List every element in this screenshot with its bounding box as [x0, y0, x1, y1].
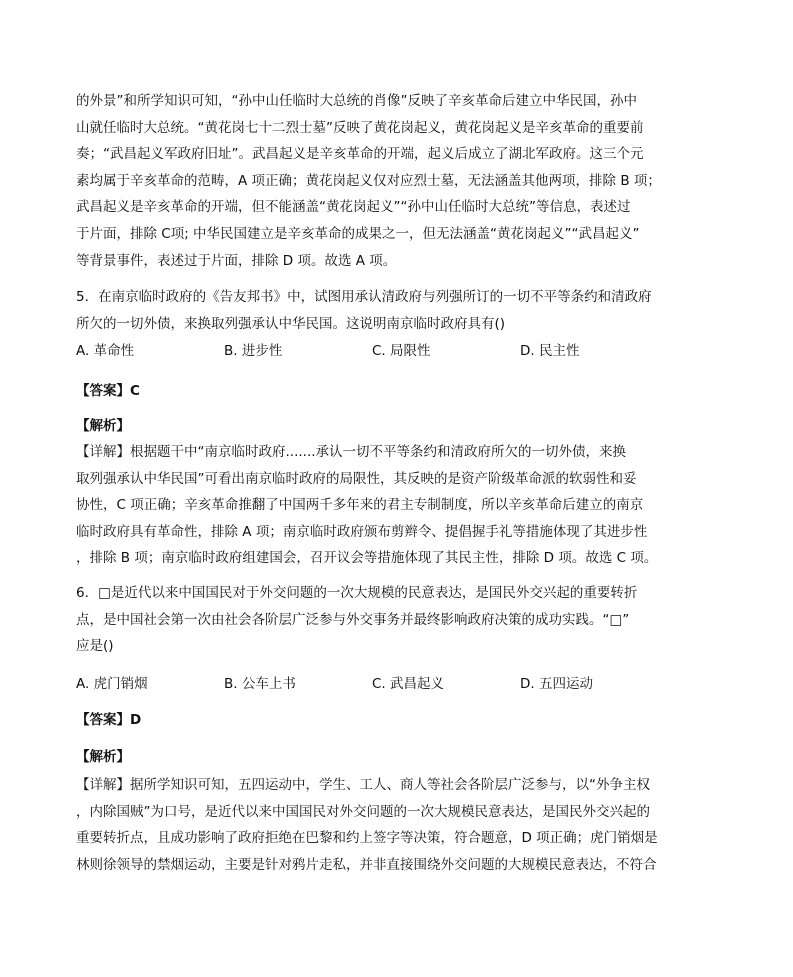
text-line: 武昌起义是辛亥革命的开端，但不能涵盖“黄花岗起义”“孙中山任临时大总统”等信息，表述过	[76, 199, 631, 216]
text-line: 所欠的一切外债，来换取列强承认中华民国。这说明南京临时政府具有()	[76, 315, 506, 332]
text-line: 取列强承认中华民国”可看出南京临时政府的局限性，其反映的是资产阶级革命派的软弱性和妥	[76, 470, 637, 487]
option-a: A. 虎门销烟	[76, 676, 148, 692]
text-line: 【详解】据所学知识可知，五四运动中，学生、工人、商人等社会各阶层广泛参与，以“外争主权	[76, 777, 650, 793]
text-line: 应是()	[76, 638, 114, 655]
answer-label: 【答案】D	[76, 712, 142, 728]
text-line: ，内除国贼”为口号，是近代以来中国国民对外交问题的一次大规模民意表达，是国民外交兴起的	[76, 803, 650, 820]
analysis-continuation	[76, 88, 726, 274]
text-line: 6．□是近代以来中国国民对于外交问题的一次大规模的民意表达，是国民外交兴起的重要转折	[76, 585, 638, 601]
text-line: ，排除 B 项；南京临时政府组建国会，召开议会等措施体现了其民主性，排除 D 项。故选 C 项。	[76, 550, 658, 567]
analysis-label: 【解析】	[76, 418, 130, 434]
option-b: B. 进步性	[224, 343, 283, 359]
text-line: 山就任临时大总统。“黄花岗七十二烈士墓”反映了黄花岗起义，黄花岗起义是辛亥革命的重要前	[76, 119, 644, 136]
option-d: D. 五四运动	[520, 676, 593, 692]
question-5-options	[76, 338, 726, 364]
text-line: 协性，C 项正确；辛亥革命推翻了中国两千多年来的君主专制制度，所以辛亥革命后建立的南京	[76, 497, 644, 514]
question-6-stem	[76, 580, 726, 660]
answer-label: 【答案】C	[76, 383, 140, 399]
text-line: 奏；“武昌起义军政府旧址”。武昌起义是辛亥革命的开端，起义后成立了湖北军政府。这三个元	[76, 146, 644, 163]
text-line: 于片面，排除 C项; 中华民国建立是辛亥革命的成果之一，但无法涵盖“黄花岗起义”“武昌起义”	[76, 225, 640, 242]
option-c: C. 武昌起义	[372, 676, 445, 692]
question-6-options	[76, 671, 726, 697]
text-line: 素均属于辛亥革命的范畴，A 项正确；黄花岗起义仅对应烈士墓，无法涵盖其他两项，排除 B 项；	[76, 172, 661, 189]
text-line: 重要转折点，且成功影响了政府拒绝在巴黎和约上签字等决策，符合题意，D 项正确；虎门销烟是	[76, 830, 658, 847]
option-c: C. 局限性	[372, 343, 431, 359]
text-line: 临时政府具有革命性，排除 A 项；南京临时政府颁布剪辫令、提倡握手礼等措施体现了其进步性	[76, 523, 648, 540]
analysis-label: 【解析】	[76, 749, 130, 765]
text-line: 5．在南京临时政府的《告友邦书》中，试图用承认清政府与列强所订的一切不平等条约和清政府	[76, 289, 652, 305]
option-d: D. 民主性	[520, 343, 580, 359]
text-line: 等背景事件，表述过于片面，排除 D 项。故选 A 项。	[76, 252, 397, 269]
text-line: 林则徐领导的禁烟运动，主要是针对鸦片走私，并非直接围绕外交问题的大规模民意表达，不符合	[76, 856, 657, 873]
question-5-stem	[76, 284, 726, 337]
question-5-detail	[76, 439, 726, 572]
question-6-detail	[76, 772, 726, 878]
option-b: B. 公车上书	[224, 676, 296, 692]
text-line: 点，是中国社会第一次由社会各阶层广泛参与外交事务并最终影响政府决策的成功实践。“□”	[76, 611, 630, 628]
text-line: 的外景”和所学知识可知，“孙中山任临时大总统的肖像”反映了辛亥革命后建立中华民国，孙中	[76, 93, 637, 109]
option-a: A. 革命性	[76, 343, 135, 359]
text-line: 【详解】根据题干中“南京临时政府.......承认一切不平等条约和清政府所欠的一切外债，来换	[76, 444, 627, 460]
